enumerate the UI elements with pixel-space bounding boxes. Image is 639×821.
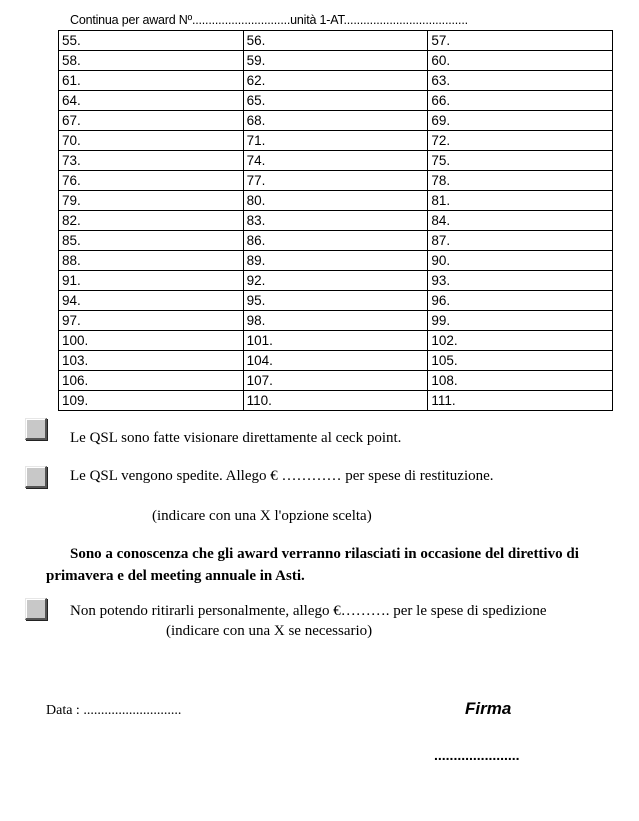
table-row [59,231,613,251]
table-cell[interactable]: 108. [428,371,613,391]
option-qsl-spedite-label: Le QSL vengono spedite. Allego € ………… per spese di restituzione. [70,468,494,484]
shipping-hint: (indicare con una X se necessario) [166,623,373,639]
table-row [59,31,613,51]
table-cell[interactable]: 75. [428,151,613,171]
table-row [59,251,613,271]
award-number-table [58,30,613,411]
table-cell[interactable]: 71. [243,131,428,151]
table-cell[interactable]: 62. [243,71,428,91]
table-row [59,311,613,331]
table-cell[interactable]: 90. [428,251,613,271]
table-row [59,291,613,311]
table-cell[interactable]: 60. [428,51,613,71]
option-qsl-visionate-label: Le QSL sono fatte visionare direttamente al ceck point. [70,430,402,446]
table-cell[interactable]: 63. [428,71,613,91]
table-cell[interactable]: 82. [59,211,244,231]
table-cell[interactable]: 73. [59,151,244,171]
table-cell[interactable]: 105. [428,351,613,371]
table-cell[interactable]: 79. [59,191,244,211]
table-cell[interactable]: 92. [243,271,428,291]
checkbox-qsl-visionate[interactable] [25,418,47,440]
table-cell[interactable]: 78. [428,171,613,191]
table-cell[interactable]: 76. [59,171,244,191]
table-cell[interactable]: 69. [428,111,613,131]
table-cell[interactable]: 74. [243,151,428,171]
table-cell[interactable]: 93. [428,271,613,291]
table-cell[interactable]: 86. [243,231,428,251]
table-cell[interactable]: 110. [243,391,428,411]
table-cell[interactable]: 85. [59,231,244,251]
award-notice-text: Sono a conoscenza che gli award verranno rilasciati in occasione del direttivo di primavera e del meeting annuale in Asti. [46,546,579,584]
table-cell[interactable]: 57. [428,31,613,51]
table-cell[interactable]: 83. [243,211,428,231]
table-cell[interactable]: 99. [428,311,613,331]
table-cell[interactable]: 91. [59,271,244,291]
award-header-line: Continua per award Nº..............................unità 1-AT...................................... [70,13,468,27]
checkbox-shipping[interactable] [25,598,47,620]
table-cell[interactable]: 66. [428,91,613,111]
table-cell[interactable]: 111. [428,391,613,411]
option-choice-hint: (indicare con una X l'opzione scelta) [152,508,372,524]
table-row [59,71,613,91]
table-cell[interactable]: 61. [59,71,244,91]
table-row [59,171,613,191]
award-notice [46,543,636,587]
table-cell[interactable]: 70. [59,131,244,151]
table-row [59,151,613,171]
table-cell[interactable]: 77. [243,171,428,191]
table-cell[interactable]: 107. [243,371,428,391]
table-row [59,351,613,371]
table-cell[interactable]: 58. [59,51,244,71]
table-row [59,211,613,231]
table-cell[interactable]: 102. [428,331,613,351]
table-cell[interactable]: 80. [243,191,428,211]
table-cell[interactable]: 109. [59,391,244,411]
table-cell[interactable]: 95. [243,291,428,311]
table-cell[interactable]: 101. [243,331,428,351]
table-row [59,191,613,211]
table-cell[interactable]: 64. [59,91,244,111]
table-row [59,91,613,111]
signature-line[interactable]: ...................... [434,747,520,763]
table-row [59,131,613,151]
table-row [59,391,613,411]
table-cell[interactable]: 94. [59,291,244,311]
table-cell[interactable]: 103. [59,351,244,371]
table-cell[interactable]: 59. [243,51,428,71]
date-field[interactable]: Data : ............................ [46,703,182,718]
table-row [59,111,613,131]
checkbox-qsl-spedite[interactable] [25,466,47,488]
table-cell[interactable]: 97. [59,311,244,331]
table-cell[interactable]: 55. [59,31,244,51]
table-row [59,371,613,391]
table-cell[interactable]: 89. [243,251,428,271]
table-cell[interactable]: 68. [243,111,428,131]
table-row [59,51,613,71]
table-cell[interactable]: 72. [428,131,613,151]
table-cell[interactable]: 104. [243,351,428,371]
table-cell[interactable]: 98. [243,311,428,331]
table-cell[interactable]: 67. [59,111,244,131]
table-cell[interactable]: 87. [428,231,613,251]
table-cell[interactable]: 106. [59,371,244,391]
table-cell[interactable]: 96. [428,291,613,311]
table-row [59,271,613,291]
table-cell[interactable]: 84. [428,211,613,231]
signature-label: Firma [465,699,512,718]
table-cell[interactable]: 56. [243,31,428,51]
table-cell[interactable]: 81. [428,191,613,211]
table-cell[interactable]: 65. [243,91,428,111]
table-cell[interactable]: 100. [59,331,244,351]
shipping-option-label: Non potendo ritirarli personalmente, allego €………. per le spese di spedizione [70,603,547,619]
table-row [59,331,613,351]
table-cell[interactable]: 88. [59,251,244,271]
